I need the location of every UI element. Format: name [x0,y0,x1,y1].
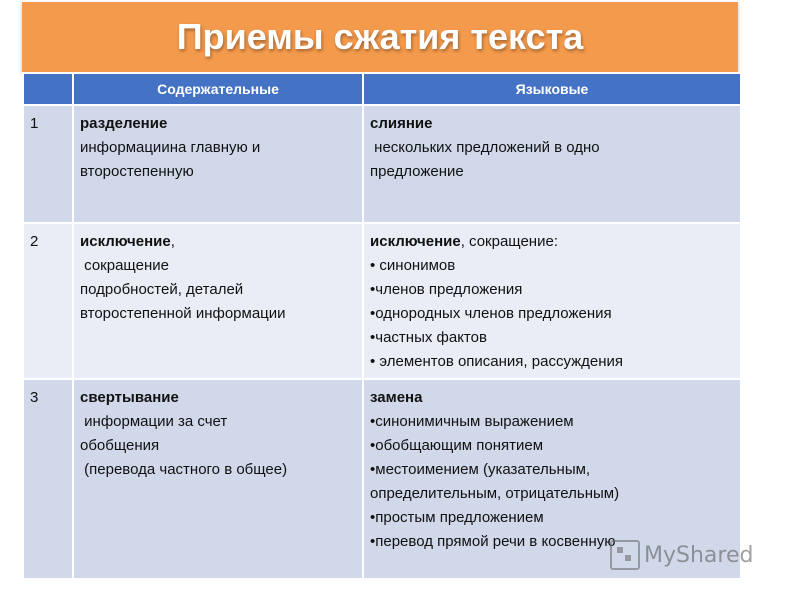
header-content: Содержательные [73,73,363,105]
table-row [23,223,741,379]
bullet-item: •синонимичным выражением [370,413,574,430]
technique-line: предложение [370,163,464,180]
header-language: Языковые [363,73,741,105]
bullet-item: определительным, отрицательным) [370,485,620,502]
bullet-item: •членов предложения [370,281,523,298]
label-suffix: , [170,233,175,250]
bullet-item: • элементов описания, рассуждения [370,353,624,370]
technique-label: разделение [80,115,168,132]
page-title: Приемы сжатия текста [176,16,584,57]
row-number: 3 [23,379,73,579]
technique-label: свертывание [80,389,179,406]
bullet-item: •простым предложением [370,509,544,526]
technique-line: информации за счет [80,413,228,430]
technique-label: исключение [80,233,171,250]
language-cell [363,223,741,379]
row-number: 2 [23,223,73,379]
technique-line: второстепенную [80,163,194,180]
content-cell [73,379,363,579]
technique-line: информациина главную и [80,139,261,156]
content-cell [73,223,363,379]
bullet-item: •однородных членов предложения [370,305,612,322]
technique-line: сокращение [80,257,169,274]
technique-line: обобщения [80,437,160,454]
technique-line: подробностей, деталей [80,281,244,298]
technique-label: слияние [370,115,433,132]
watermark [610,538,770,572]
watermark-logo-icon [610,540,640,570]
bullet-item: •местоимением (указательным, [370,461,591,478]
technique-label: замена [370,389,423,406]
technique-line: нескольких предложений в одно [370,139,600,156]
header-num [23,73,73,105]
row-number: 1 [23,105,73,223]
label-suffix: , сокращение: [460,233,558,250]
bullet-item: •частных фактов [370,329,487,346]
technique-label: исключение [370,233,461,250]
table-header-row [23,73,741,105]
table-row [23,105,741,223]
bullet-item: •обобщающим понятием [370,437,544,454]
content-cell [73,105,363,223]
compression-table [22,72,742,580]
technique-line: (перевода частного в общее) [80,461,288,478]
bullet-item: • синонимов [370,257,456,274]
title-banner [22,2,738,72]
watermark-text: MyShared [644,542,754,568]
bullet-item: •перевод прямой речи в косвенную [370,533,616,550]
language-cell [363,105,741,223]
technique-line: второстепенной информации [80,305,286,322]
